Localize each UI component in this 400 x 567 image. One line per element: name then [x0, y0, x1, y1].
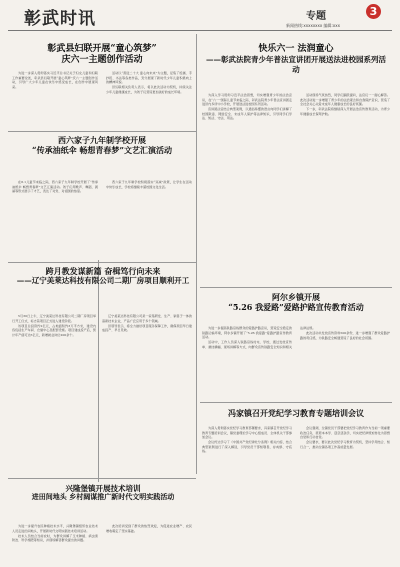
- headline-subtitle: “5.26 我爱路”爱路护路宣传教育活动: [228, 302, 364, 312]
- paragraph: 技术人员结合当前农时，为群众讲解了玉米种植、病虫害防治、科学施肥等知识，并现场解答群众提出的问题。: [12, 533, 98, 543]
- section-divider: [8, 262, 196, 263]
- headline-title: 阿尔乡镇开展: [272, 292, 320, 302]
- paragraph: 为深入贯彻落实党纪学习教育部署要求，冯家镇召开党纪学习教育专题培训会议，镇党委理论学习中心组成员、全体机关干部参加会议。: [202, 426, 292, 440]
- paragraph: 县妇联相关负责人表示，将以此次活动为契机，持续关注少年儿童健康成长，为孩子们营造更加美好的成长环境。: [106, 85, 192, 94]
- section-label: 专题: [306, 11, 326, 22]
- paragraph: 此次活动共发放宣传资料500余份，进一步增强了群众爱路护路的责任感，为铁路安全畅通营造了良好的社会氛围。: [300, 330, 390, 340]
- paragraph: 下一步，彰武法院将继续深入开展法治宣传教育活动，为青少年健康成长保驾护航。: [300, 107, 390, 116]
- headline-title: 跨月教发谋新篇 奋楫笃行向未来: [45, 266, 161, 276]
- paragraph: 5月30日上午，辽宁美莱达科技有限公司二期厂房项目举行开工仪式，标志着项目正式进入建设阶段。: [12, 314, 96, 323]
- headline-title: 彰武县妇联开展“童心筑梦”: [47, 44, 157, 54]
- article-body: [12, 524, 192, 564]
- article-body: [12, 180, 192, 258]
- article-headline: [204, 408, 388, 418]
- headline-title: 快乐六一 法润童心: [258, 44, 334, 54]
- masthead: [0, 0, 400, 30]
- column-divider: [98, 260, 99, 482]
- article-headline: [204, 44, 388, 74]
- section-divider: [8, 478, 196, 479]
- headline-title: 冯家镇召开党纪学习教育专题培训会议: [228, 408, 364, 418]
- paragraph: 县领导表示，将全力做好项目服务保障工作，确保项目早日建成投产、早日见效。: [102, 323, 192, 333]
- article-body: [12, 71, 192, 129]
- paragraph: 活动中，工作人员深入铁路沿线村屯、学校，通过发放宣传单、悬挂横幅、现场讲解等方式，向群众宣传铁路安全知识和相关法律法规。: [202, 326, 316, 349]
- masthead-rule: [8, 30, 392, 31]
- masthead-info: 新闻热线:xxxxxxxx 编辑:xxx: [286, 23, 341, 28]
- paragraph: 活动现场气氛热烈，同学们踊跃提问，法官们一一耐心解答。此次活动进一步增强了青少年的法治观念和自我保护意识，营造了全社会关心关爱未成年人健康成长的良好氛围。: [300, 93, 390, 107]
- section-divider: [8, 131, 196, 132]
- article-body-continued: [102, 314, 192, 474]
- section-divider: [200, 287, 392, 288]
- article-headline: [14, 266, 192, 285]
- paragraph: 辽宁美莱达科技有限公司是一家集研发、生产、销售于一体的高新技术企业，产品广泛应用于多个领域。: [102, 314, 192, 323]
- paragraph: 该项目总投资约2亿元，占地面积约3万平方米，建设内容包括生产车间、仓储中心及配套设施。项目建成投产后，预计年产值可达5亿元，新增就业岗位200余个。: [12, 323, 96, 337]
- paragraph: 为进一步提升农民种植技术水平，兴隆堡镇组织农业技术人员走进田间地头，开展新时代文明实践技术培训活动。: [12, 524, 98, 533]
- paragraph: 会议传达学习了《中国共产党纪律处分条例》相关内容，结合典型案例进行了深入解读，引导党员干部知敬畏、存戒惧、守底线。: [202, 440, 292, 454]
- section-divider: [200, 402, 392, 403]
- paragraph: 此次培训受到了群众的热烈欢迎，为促进农业增产、农民增收奠定了坚实基础。: [106, 524, 192, 533]
- paragraph: 为进一步提高铁路沿线群众的爱路护路意识，营造安全稳定的铁路运输环境，阿尔乡镇开展了“5.26 我爱路”爱路护路宣传教育活动。: [202, 326, 292, 340]
- headline-title: 兴隆堡镇开展技术培训: [65, 484, 141, 493]
- article-body: [202, 93, 390, 283]
- paper-title: 彰武时讯: [24, 9, 96, 29]
- column-divider: [196, 34, 197, 474]
- page-number-badge: 3: [366, 4, 381, 19]
- headline-title: 西六家子九年制学校开展: [58, 135, 146, 145]
- paragraph: 会议强调，全镇党员干部要把党纪学习教育作为当前一项重要政治任务，原原本本学、逐章逐条学，切实把纪律规矩转化为思想自觉和行动自觉。: [300, 426, 390, 440]
- headline-subtitle: 进田间地头 乡村阔谋推广新时代文明实践活动: [31, 492, 175, 502]
- headline-subtitle: ——彰武法院青少年普法宣讲团开展送法进校园系列活动: [206, 55, 386, 74]
- paragraph: 西六家子九年制学校积极落实“双减”政策，让学生在活动中快乐成长，学校将继续丰富校园文化生活。: [106, 180, 192, 189]
- headline-subtitle: 庆六一主题创作活动: [61, 55, 143, 66]
- paragraph: 为进一步深入贯彻落实习近平总书记关于妇女儿童和妇联工作重要论述，彰武县妇联开展“童心筑梦”庆六一主题创作活动，引导广大少年儿童在快乐中感受成长，在创作中展现风采。: [12, 71, 98, 89]
- paragraph: 宣讲团法官结合典型案例，以通俗易懂的语言向同学们讲解了校园欺凌、网络安全、未成年人保护等法律知识，引导同学们学法、知法、守法、用法。: [202, 107, 292, 121]
- article-body: [12, 314, 96, 474]
- paragraph: 会议要求，要以此次党纪学习教育为契机，坚持学用结合、知行合一，推动全镇各项工作高质量发展。: [300, 440, 390, 449]
- headline-subtitle: ——辽宁美莱达科技有限公司二期厂房项目顺利开工: [16, 276, 190, 285]
- article-headline: [14, 484, 192, 502]
- paragraph: 活动以“喜迎二十大 童心向未来”为主题，征集了绘画、手抄报、书法等各类作品，充分展现了新时代少年儿童积极向上的精神风貌。: [106, 71, 192, 85]
- article-headline: [14, 44, 190, 67]
- headline-subtitle: “传承油纸伞 畅想青春梦”文艺汇演活动: [32, 145, 172, 155]
- article-headline: [22, 135, 182, 155]
- paragraph: 为深入学习贯彻习近平法治思想，切实增强青少年的法治意识，在“六一”国际儿童节来临之际，彰武法院青少年普法宣讲团走进县内多所中小学校，开展送法进校园系列活动。: [202, 93, 292, 107]
- article-body: [202, 326, 390, 399]
- article-headline: [204, 292, 388, 312]
- article-body: [202, 426, 390, 562]
- paragraph: 在6.1儿童节来临之际，西六家子九年制学校开展了“传承油纸伞 畅想青春梦”文艺汇演活动。孩子们用歌声、舞蹈、朗诵等形式展示了才艺，表达了对党、对祖国的热爱。: [12, 180, 98, 194]
